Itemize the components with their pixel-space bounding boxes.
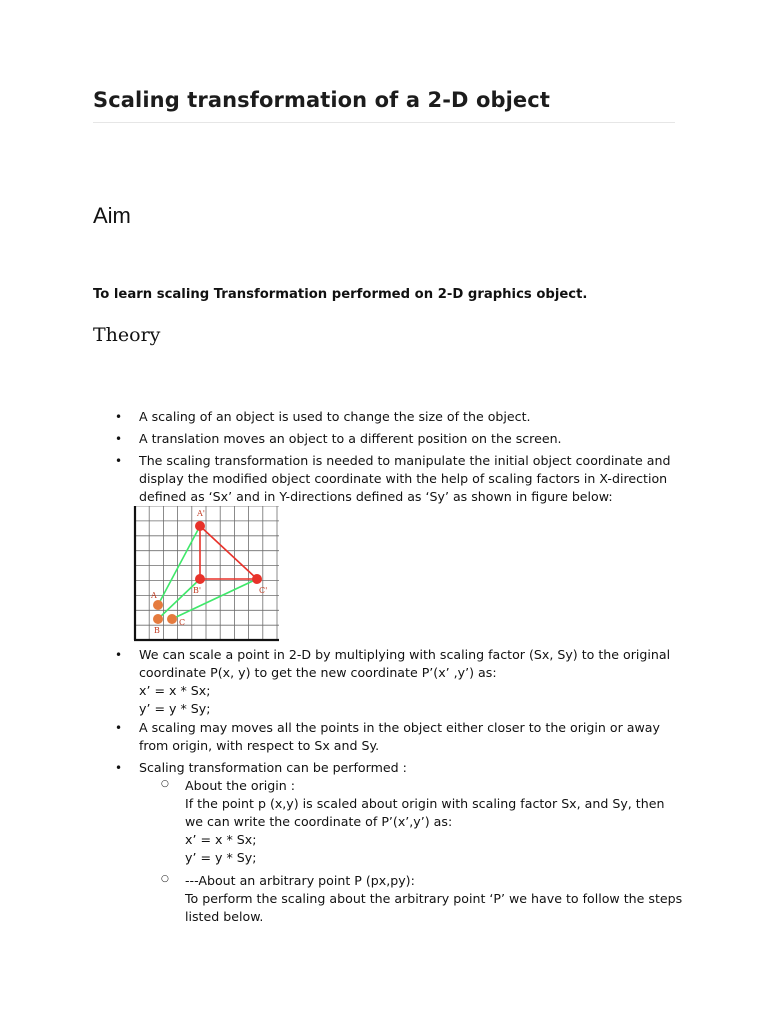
label-b: B <box>154 626 160 635</box>
equation: x’ = x * Sx; <box>185 832 257 847</box>
sub-bullet-item <box>139 872 683 926</box>
equation: x’ = x * Sx; <box>139 683 211 698</box>
bullet-text: A scaling of an object is used to change the size of the object. <box>139 409 531 424</box>
sub-bullet-label: ○ ---About an arbitrary point P (px,py): <box>185 873 415 888</box>
bullet-item <box>93 719 683 755</box>
connector-lines <box>158 526 257 619</box>
label-a: A <box>151 591 157 600</box>
point-b2 <box>195 574 205 584</box>
scaling-figure <box>133 506 283 642</box>
connector-b-b2 <box>158 579 200 619</box>
sub-bullet-text: If the point p (x,y) is scaled about origin with scaling factor Sx, and Sy, then we can write the coordinate of P’(x’,y’) as: <box>185 796 665 829</box>
sub-bullet-item <box>139 777 683 867</box>
equation: y’ = y * Sy; <box>139 701 211 716</box>
point-a2 <box>195 521 205 531</box>
sub-bullet-label: ○ About the origin : <box>185 778 296 793</box>
label-c: C <box>179 618 186 627</box>
bullet-item <box>93 646 683 718</box>
bullet-item <box>93 452 683 642</box>
point-a <box>153 600 163 610</box>
point-c <box>167 614 177 624</box>
point-b <box>153 614 163 624</box>
label-a2: A' <box>197 509 205 518</box>
title-divider <box>93 122 675 123</box>
label-b2: B' <box>193 586 202 595</box>
connector-c-c2 <box>172 579 257 619</box>
bullet-item <box>93 408 683 426</box>
sub-bullet-text: To perform the scaling about the arbitrary point ‘P’ we have to follow the steps listed below. <box>185 891 683 924</box>
theory-bullet-list <box>93 408 683 926</box>
bullet-text: A scaling may moves all the points in the object either closer to the origin or away from origin, with respect to Sx and Sy. <box>139 720 660 753</box>
bullet-text: The scaling transformation is needed to manipulate the initial object coordinate and display the modified object coordinate with the help of scaling factors in X-direction defined as ‘Sx’ and in Y-directions defined as ‘Sy’ as shown in figure below: <box>139 453 671 504</box>
aim-text: To learn scaling Transformation performed on 2-D graphics object. <box>93 287 588 302</box>
label-c2: C' <box>259 586 268 595</box>
bullet-item <box>93 430 683 448</box>
sub-bullet-list <box>139 777 683 926</box>
equation: y’ = y * Sy; <box>185 850 257 865</box>
page-title: Scaling transformation of a 2-D object <box>93 88 550 112</box>
aim-heading: Aim <box>93 203 131 228</box>
bullet-text: • Scaling transformation can be performed : <box>139 760 407 775</box>
bullet-text: • We can scale a point in 2-D by multiplying with scaling factor (Sx, Sy) to the original coordinate P(x, y) to get the new coordinate P’(x’ ,y’) as: <box>139 647 671 680</box>
bullet-item <box>93 759 683 926</box>
point-c2 <box>252 574 262 584</box>
theory-heading: Theory <box>93 324 161 346</box>
bullet-text: A translation moves an object to a different position on the screen. <box>139 431 562 446</box>
